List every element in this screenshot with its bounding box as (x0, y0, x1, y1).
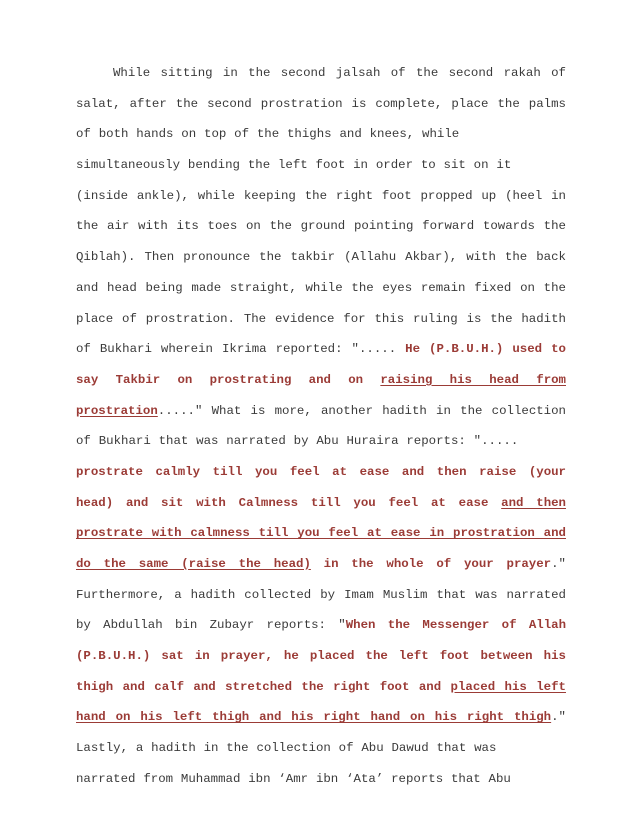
text-line (76, 702, 566, 733)
text-line (76, 672, 566, 703)
body-text: place of prostration. The evidence for this ruling is the hadith (76, 311, 566, 326)
highlighted-quote-text: in the whole of your prayer (310, 557, 552, 571)
body-text: by Abdullah bin Zubayr reports: " (76, 618, 346, 633)
body-text: ." (551, 710, 566, 725)
text-line (76, 181, 566, 212)
body-text: ." (551, 557, 566, 571)
text-line (76, 150, 566, 181)
text-line (76, 304, 566, 335)
body-text: of both hands on top of the thighs and knees, while (76, 127, 460, 142)
body-text: salat, after the second prostration is complete, place the palms (76, 96, 566, 111)
highlighted-quote-text: prostrate calmly till you feel at ease and then raise (your (76, 464, 566, 479)
text-line (76, 273, 566, 304)
highlighted-quote-text: He (P.B.U.H.) used to (405, 342, 566, 357)
highlighted-quote-text: say Takbir on prostrating and on (76, 372, 381, 387)
body-text: While sitting in the second jalsah of the second rakah of (113, 66, 566, 80)
text-line (76, 426, 566, 457)
highlighted-quote-text: When the Messenger of Allah (345, 618, 566, 633)
text-line (76, 610, 566, 641)
text-line (76, 549, 566, 580)
highlighted-quote-text: hand on his left thigh and his right hand on his right thigh (76, 710, 552, 725)
text-line (76, 580, 566, 611)
text-line (76, 457, 566, 488)
body-text: simultaneously bending the left foot in order to sit on it (76, 158, 512, 173)
highlighted-quote-text: head) and sit with Calmness till you feel at ease (76, 495, 502, 510)
body-text: and head being made straight, while the eyes remain fixed on the (76, 280, 566, 295)
highlighted-quote-text: (P.B.U.H.) sat in prayer, he placed the left foot between his (76, 649, 566, 664)
body-text: Furthermore, a hadith collected by Imam Muslim that was narrated (76, 587, 566, 602)
body-paragraph (76, 58, 566, 795)
text-line (76, 488, 566, 519)
body-text: (inside ankle), while keeping the right foot propped up (heel in (76, 188, 566, 203)
text-line (76, 365, 566, 396)
body-text: of Bukhari that was narrated by Abu Huraira reports: "..... (76, 434, 519, 449)
body-text: the air with its toes on the ground pointing forward towards the (76, 219, 566, 234)
highlighted-quote-text: raising his head from (380, 372, 566, 387)
text-line (76, 733, 566, 764)
highlighted-quote-text: thigh and calf and stretched the right foot and (76, 679, 451, 694)
body-text: ....." What is more, another hadith in the collection (157, 403, 566, 418)
highlighted-quote-text: do the same (raise the head) (76, 557, 311, 571)
highlighted-quote-text: and then (501, 495, 566, 510)
highlighted-quote-text: prostrate with calmness till you feel at ease in prostration and (76, 526, 566, 541)
text-line (76, 641, 566, 672)
body-text: Lastly, a hadith in the collection of Abu Dawud that was (76, 741, 497, 756)
body-text: of Bukhari wherein Ikrima reported: "..... (76, 342, 406, 357)
text-line (76, 211, 566, 242)
body-text: Qiblah). Then pronounce the takbir (Allahu Akbar), with the back (76, 250, 566, 265)
text-line (76, 242, 566, 273)
text-line (76, 89, 566, 120)
text-line (76, 119, 566, 150)
highlighted-quote-text: prostration (76, 403, 158, 418)
body-text: narrated from Muhammad ibn ‘Amr ibn ‘Ata’ reports that Abu (76, 771, 511, 786)
text-line (76, 58, 566, 89)
text-line (76, 518, 566, 549)
highlighted-quote-text: placed his left (450, 679, 566, 694)
text-line (76, 396, 566, 427)
text-line (76, 764, 566, 795)
text-line (76, 334, 566, 365)
